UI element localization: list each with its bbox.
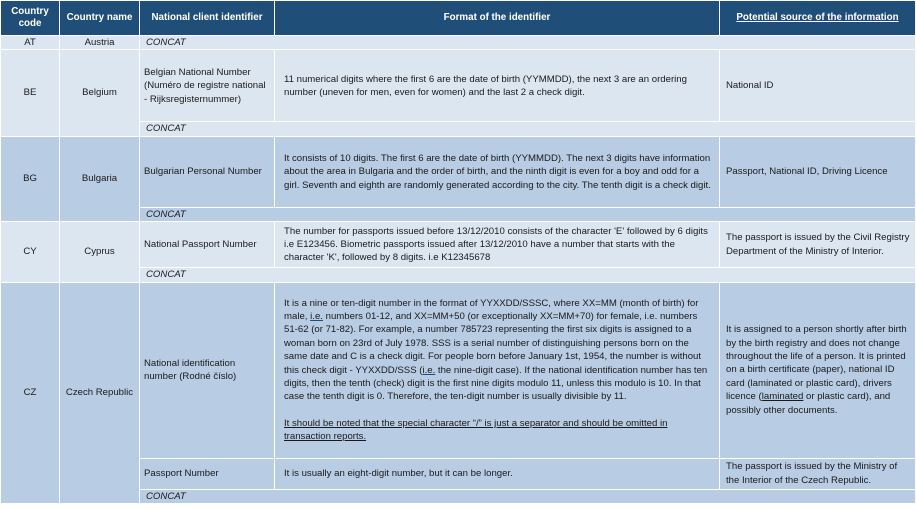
- spacer: [284, 404, 713, 417]
- identifier-cell: Belgian National Number (Numéro de registre national - Rijksregisternummer): [140, 50, 275, 122]
- header-format: Format of the identifier: [275, 1, 720, 36]
- format-text: It is a nine or ten-digit number in the format of YYXXDD/SSSC, where XX=MM (month of birth) for male,: [284, 297, 699, 322]
- table-row-at: [1, 36, 916, 50]
- source-text: It is assigned to a person shortly after birth by the birth registry and does not change throughout the life of a person. It is printed on a birth certificate (paper), national ID card (laminated or plastic card), drivers licence (: [726, 324, 907, 403]
- format-cell: 11 numerical digits where the first 6 are the date of birth (YYMMDD), the next 3 are an ordering number (uneven for men, even for women) and the last 2 a check digit.: [275, 50, 720, 122]
- country-name-cell: Cyprus: [60, 222, 140, 282]
- table-row-be: [1, 50, 916, 122]
- country-name-cell: Austria: [60, 36, 140, 50]
- source-cell: The passport is issued by the Civil Registry Department of the Ministry of Interior.: [720, 222, 916, 268]
- header-identifier: National client identifier: [140, 1, 275, 36]
- concat-cell: CONCAT: [140, 207, 916, 221]
- source-cell: [720, 282, 916, 458]
- format-cell: It is usually an eight-digit number, but it can be longer.: [275, 458, 720, 489]
- header-source-underlined: Potential source: [736, 12, 813, 23]
- table-row-cz: [1, 282, 916, 458]
- concat-cell: CONCAT: [140, 489, 916, 503]
- header-source-rest: of the information: [812, 12, 899, 23]
- header-row: [1, 1, 916, 36]
- format-text: the nine-digit case). If the national identification number has ten digits, then the tenth (check) digit is the first nine digits modulo 11, unless this modulo is 10. In that case the tenth digit is 0. Therefore, the ten-digit number is usually divisible by 11.: [284, 364, 708, 403]
- source-cell: The passport is issued by the Ministry of the Interior of the Czech Republic.: [720, 458, 916, 489]
- identifier-cell: National Passport Number: [140, 222, 275, 268]
- source-laminated: laminated: [761, 391, 804, 403]
- country-code-cell: CZ: [1, 282, 60, 503]
- table-row-cy: [1, 222, 916, 268]
- format-cell: [275, 282, 720, 458]
- concat-cell: CONCAT: [140, 268, 916, 282]
- format-cell: The number for passports issued before 13/12/2010 consists of the character 'E' followed by 6 digits i.e E123456. Biometric passports issued after 13/12/2010 have a number that starts with the character 'K', followed by 8 digits. i.e K12345678: [275, 222, 720, 268]
- country-name-cell: Czech Republic: [60, 282, 140, 503]
- concat-cell: CONCAT: [140, 36, 916, 50]
- format-cell: It consists of 10 digits. The first 6 are the date of birth (YYMMDD). The next 3 digits have information about the area in Bulgaria and the order of birth, and the ninth digit is even for a boy and odd for a girl. Seventh and eighth are randomly generated according to the city. The tenth digit is a check digit.: [275, 136, 720, 207]
- country-code-cell: BG: [1, 136, 60, 221]
- table-row-bg: [1, 136, 916, 207]
- source-text: or plastic card), and possibly other documents.: [726, 391, 891, 416]
- header-country-code: Country code: [1, 1, 60, 36]
- format-text: numbers 01-12, and XX=MM+50 (or exceptionally XX=MM+70) for female, i.e. numbers 51-62 (or 71-82). For example, a number 785723 representing the first six digits is assigned to a woman born on 23rd of July 1978. SSS is a serial number of distinguishing persons born on the same date and C is a check digit. For people born before January 1st, 1954, the number is without this check digit - YYXXDD/SSS (: [284, 311, 702, 376]
- country-code-cell: BE: [1, 50, 60, 136]
- country-code-cell: CY: [1, 222, 60, 282]
- country-name-cell: Bulgaria: [60, 136, 140, 221]
- country-code-cell: AT: [1, 36, 60, 50]
- format-ie-link: i.e.: [310, 311, 323, 322]
- country-name-cell: Belgium: [60, 50, 140, 136]
- identifier-cell: Bulgarian Personal Number: [140, 136, 275, 207]
- identifier-cell: Passport Number: [140, 458, 275, 489]
- identifier-cell: National identification number (Rodné číslo): [140, 282, 275, 458]
- format-note: It should be noted that the special character “/” is just a separator and should be omitted in transaction reports.: [284, 417, 668, 443]
- header-country-name: Country name: [60, 1, 140, 36]
- source-cell: Passport, National ID, Driving Licence: [720, 136, 916, 207]
- concat-cell: CONCAT: [140, 122, 916, 136]
- header-source: [720, 1, 916, 36]
- source-cell: National ID: [720, 50, 916, 122]
- format-ie-link: i.e.: [422, 364, 436, 376]
